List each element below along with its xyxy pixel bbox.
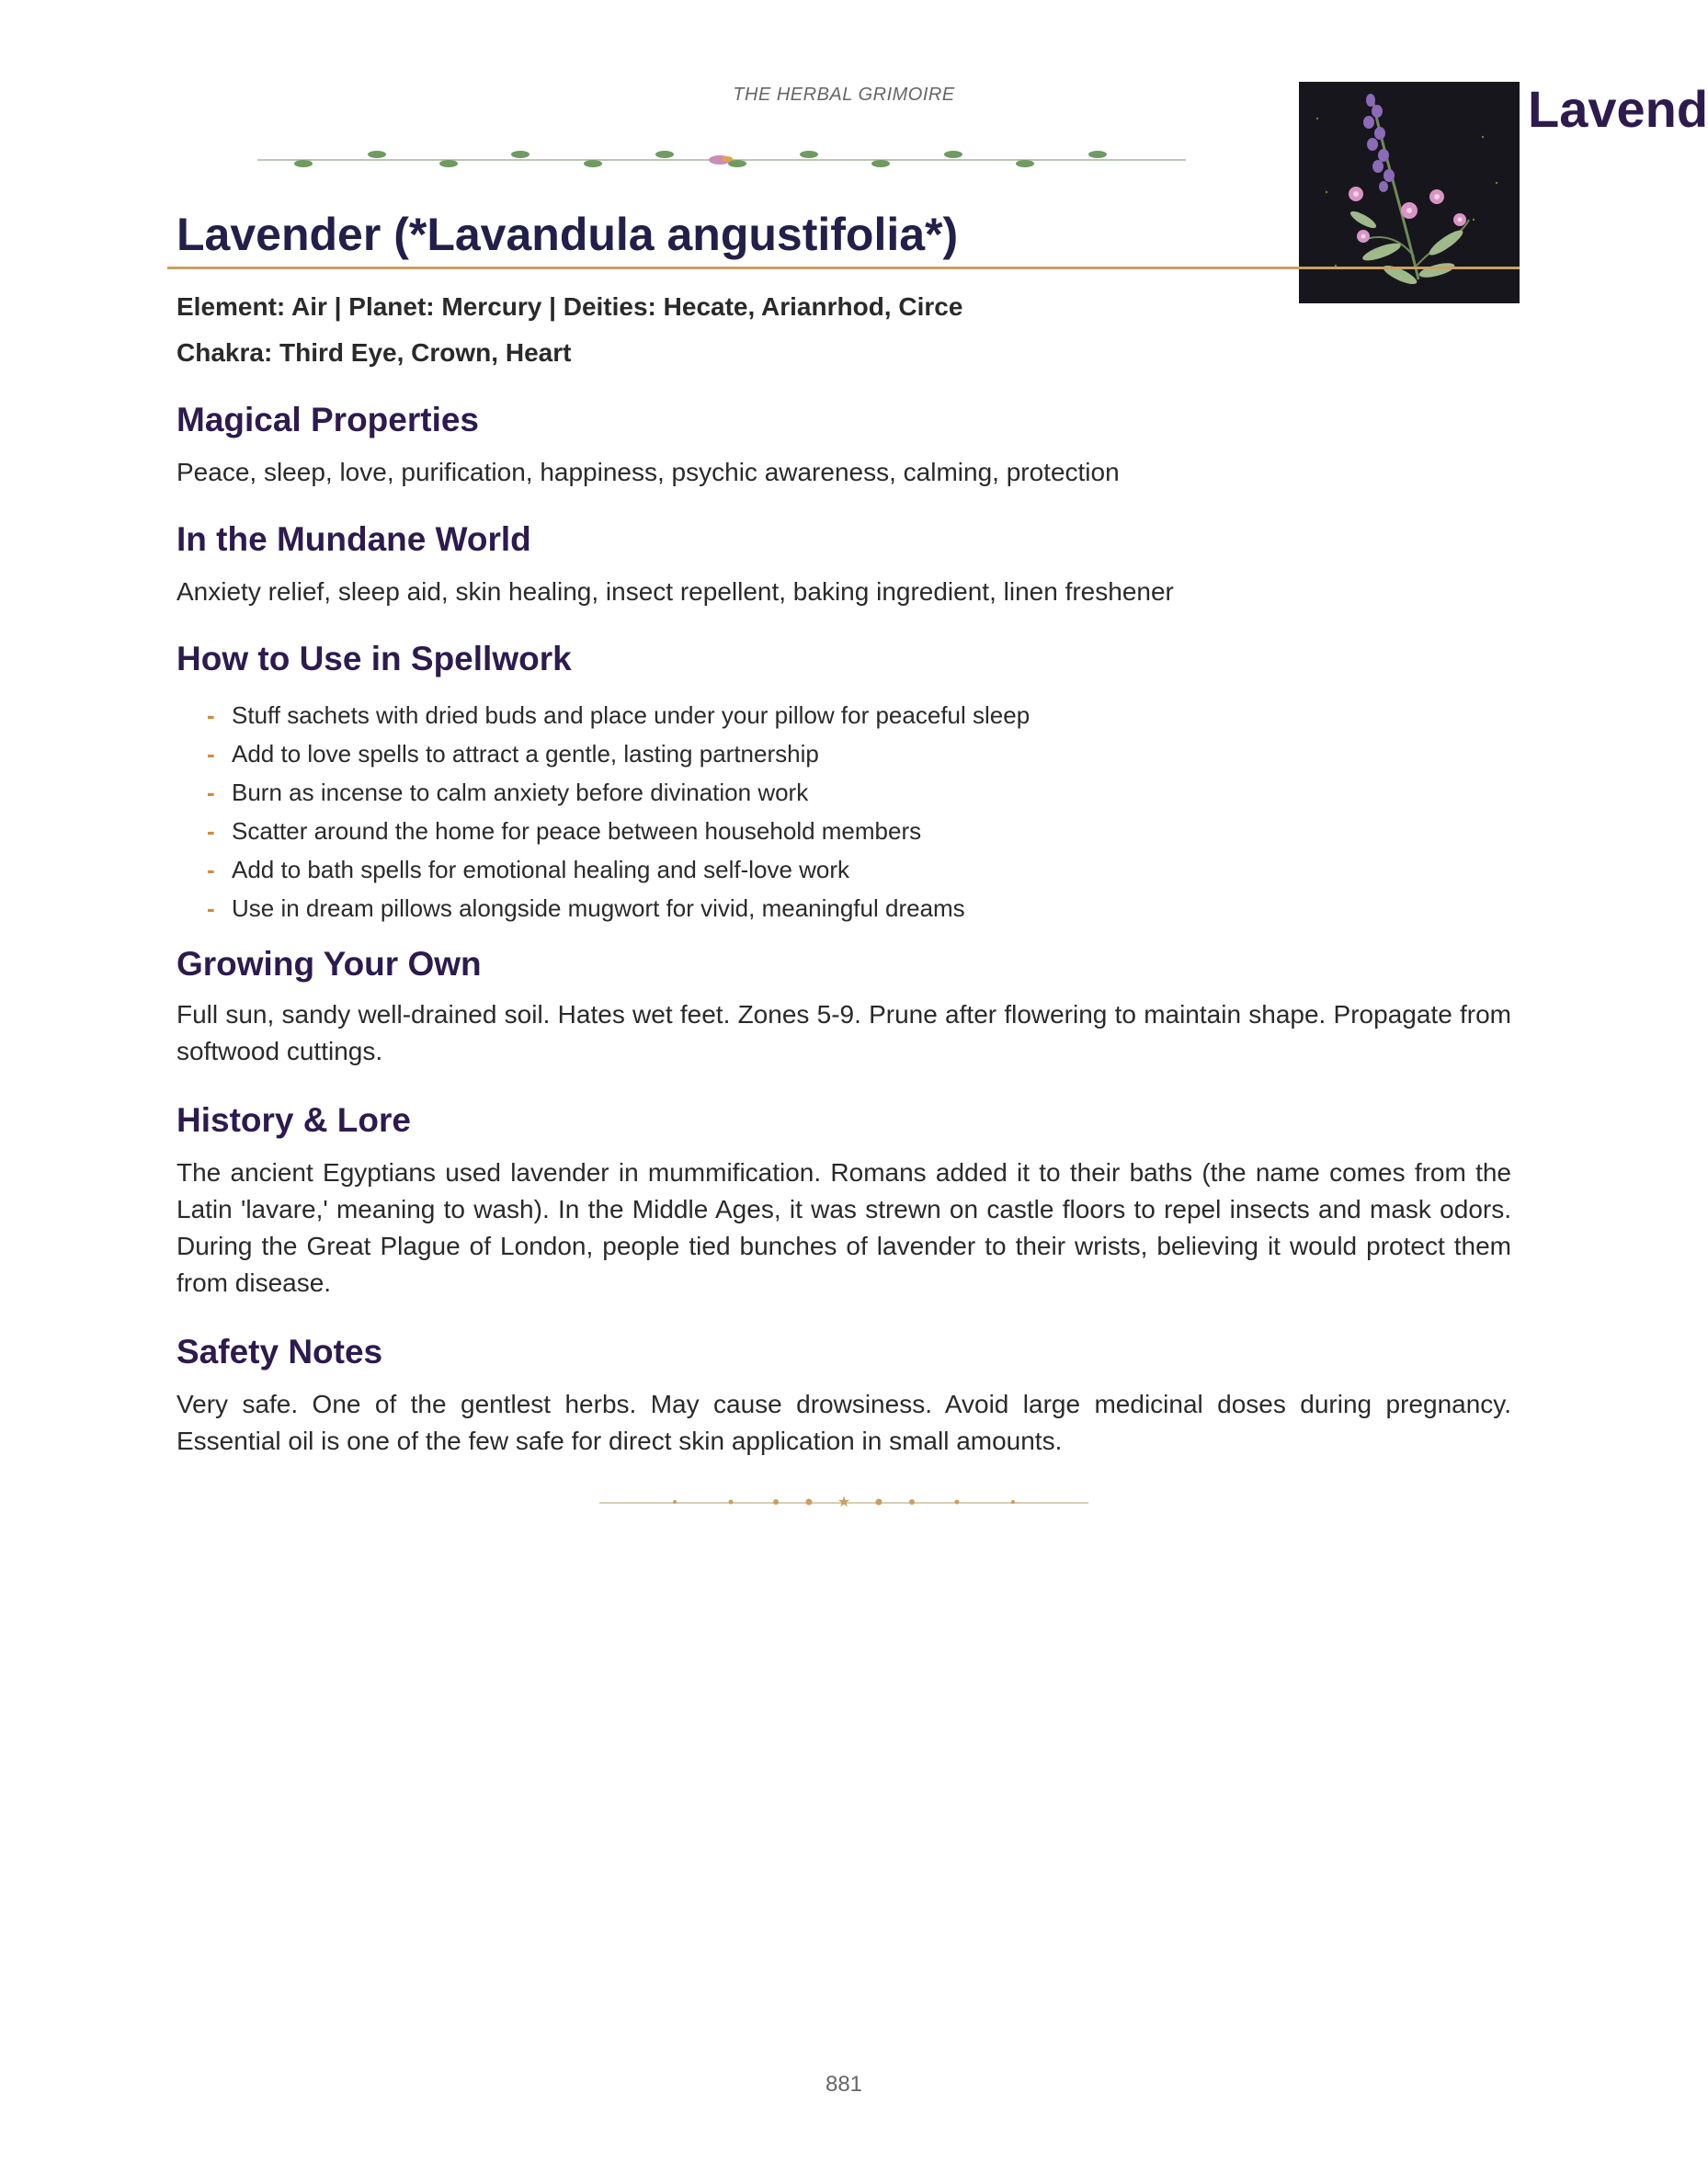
- growing-heading: Growing Your Own: [176, 945, 482, 983]
- magical-properties-heading: Magical Properties: [176, 401, 480, 438]
- list-item: - Add to bath spells for emotional healing and self-love work: [204, 850, 1030, 889]
- title-rule: [167, 267, 1520, 269]
- bullet-dash-icon: -: [207, 856, 215, 883]
- list-item: - Add to love spells to attract a gentle, lasting partnership: [204, 734, 1030, 773]
- star-divider-icon: [599, 1491, 1088, 1513]
- history-heading: History & Lore: [176, 1101, 411, 1139]
- lavender-sprig-icon: [1299, 82, 1520, 303]
- bullet-dash-icon: -: [207, 740, 215, 768]
- magical-properties-text: Peace, sleep, love, purification, happiness, psychic awareness, calming, protection: [176, 458, 1120, 486]
- bullet-dash-icon: -: [207, 817, 215, 845]
- spellwork-heading: How to Use in Spellwork: [176, 640, 572, 677]
- running-header: THE HERBAL GRIMOIRE: [733, 85, 955, 105]
- bullet-dash-icon: -: [207, 701, 215, 729]
- spellwork-list: [204, 696, 1030, 927]
- vine-ornament-icon: [257, 138, 1186, 171]
- correspondences-line: Element: Air | Planet: Mercury | Deities: Hecate, Arianrhod, Circe: [176, 292, 963, 321]
- bullet-dash-icon: -: [207, 779, 215, 806]
- history-text: The ancient Egyptians used lavender in mummification. Romans added it to their baths (the name comes from the Latin 'lavare,' meaning to wash). In the Middle Ages, it was strewn on castle floors to repel insects and mask odors. During the Great Plague of London, people tied bunches of lavender to their wrists, believing it would protect them from disease.: [176, 1158, 1511, 1297]
- svg-text:★: ★: [837, 1493, 851, 1510]
- bullet-dash-icon: -: [207, 894, 215, 922]
- mundane-world-heading: In the Mundane World: [176, 520, 531, 558]
- mundane-world-text: Anxiety relief, sleep aid, skin healing, insect repellent, baking ingredient, linen freshener: [176, 577, 1174, 606]
- list-item: - Stuff sachets with dried buds and place under your pillow for peaceful sleep: [204, 696, 1030, 734]
- chakra-line: Chakra: Third Eye, Crown, Heart: [176, 338, 572, 367]
- page-number: 881: [825, 2072, 863, 2097]
- list-item: - Use in dream pillows alongside mugwort for vivid, meaningful dreams: [204, 889, 1030, 927]
- list-item: - Scatter around the home for peace between household members: [204, 812, 1030, 850]
- growing-text: Full sun, sandy well-drained soil. Hates wet feet. Zones 5-9. Prune after flowering to maintain shape. Propagate from softwood cuttings.: [176, 1000, 1511, 1065]
- lavender-illustration: [1299, 82, 1520, 303]
- page-title: Lavender (*Lavandula angustifolia*): [176, 209, 959, 260]
- side-title-overflow: Lavend: [1528, 80, 1708, 138]
- safety-text: Very safe. One of the gentlest herbs. May cause drowsiness. Avoid large medicinal doses during pregnancy. Essential oil is one of the few safe for direct skin application in small amounts.: [176, 1390, 1511, 1455]
- list-item: - Burn as incense to calm anxiety before divination work: [204, 773, 1030, 812]
- safety-heading: Safety Notes: [176, 1333, 383, 1371]
